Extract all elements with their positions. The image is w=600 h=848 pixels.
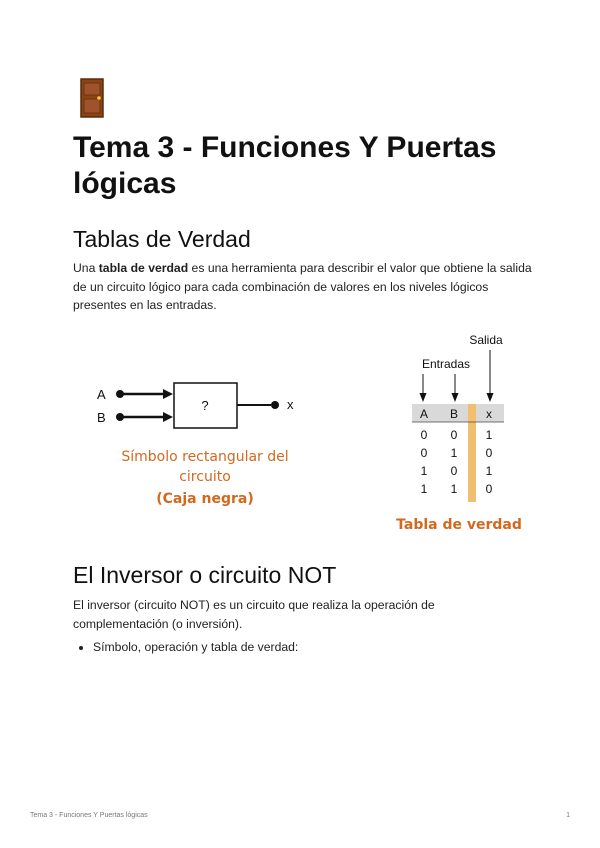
section-heading-tablas: Tablas de Verdad <box>73 226 251 252</box>
page-number: 1 <box>566 812 570 819</box>
entradas-label: Entradas <box>421 357 471 371</box>
output-label: x <box>287 397 294 412</box>
list-item: • Símbolo, operación y tabla de verdad: <box>93 638 298 656</box>
table-cell: 1 <box>420 464 428 478</box>
truth-table-figure <box>73 328 533 538</box>
input-a-label: A <box>97 387 106 402</box>
output-dot <box>271 401 279 409</box>
table-cell: 0 <box>420 446 428 460</box>
table-caption: Tabla de verdad <box>396 517 522 533</box>
table-cell: 0 <box>485 482 493 496</box>
table-cell: 1 <box>450 446 458 460</box>
circuit-caption-bold: (Caja negra) <box>156 491 254 507</box>
circuit-caption-line2: circuito <box>179 469 231 485</box>
intro-paragraph: Una tabla de verdad es una herramienta para describir el valor que obtiene la salida de un circuito lógico para cada combinación de valores en los niveles lógicos presentes en las entradas. <box>73 261 532 312</box>
salida-label: Salida <box>469 333 503 347</box>
section-heading-inversor: El Inversor o circuito NOT <box>73 562 337 588</box>
page-title: Tema 3 - Funciones Y Puertas lógicas <box>73 131 497 200</box>
black-box-label: ? <box>201 398 209 413</box>
table-cell: 1 <box>485 428 493 442</box>
footer-title: Tema 3 - Funciones Y Puertas lógicas <box>30 812 148 819</box>
table-cell: 0 <box>420 428 428 442</box>
table-header-x: x <box>486 407 492 421</box>
door-icon <box>80 78 106 118</box>
table-cell: 1 <box>420 482 428 496</box>
table-header-a: A <box>419 407 429 421</box>
bold-term: tabla de verdad <box>98 261 189 275</box>
table-header-b: B <box>449 407 459 421</box>
input-b-label: B <box>97 410 106 425</box>
table-cell: 0 <box>450 464 458 478</box>
table-cell: 1 <box>450 482 458 496</box>
circuit-caption-line1: Símbolo rectangular del <box>121 449 289 465</box>
table-divider <box>468 404 476 502</box>
inversor-paragraph: El inversor (circuito NOT) es un circuito que realiza la operación de complementación (o inversión). <box>73 598 435 631</box>
table-cell: 1 <box>485 464 493 478</box>
table-cell: 0 <box>450 428 458 442</box>
bullet-list <box>73 638 298 656</box>
table-cell: 0 <box>485 446 493 460</box>
